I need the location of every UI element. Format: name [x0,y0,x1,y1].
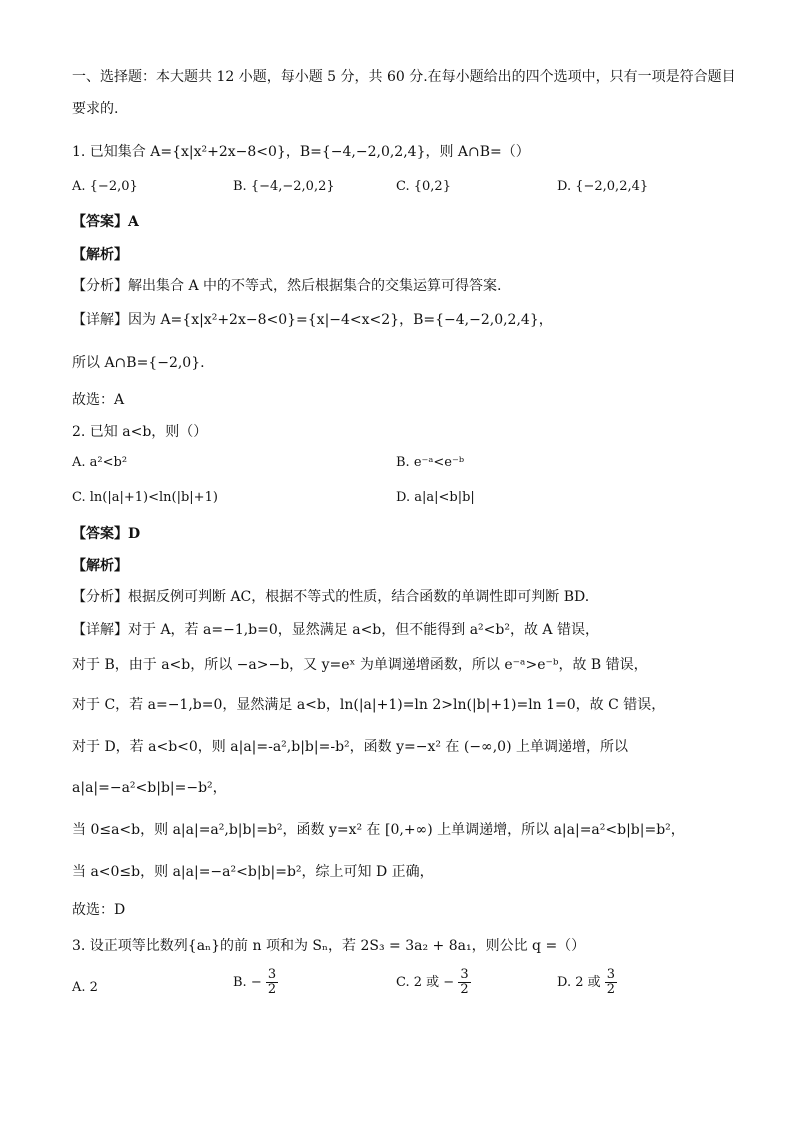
q2-option-d: D. a|a|<b|b| [396,490,475,505]
fraction-numerator: 3 [267,967,277,982]
q2-stem: 2. 已知 a<b，则（） [72,424,208,440]
fraction-denominator: 2 [267,982,277,997]
q3-option-b [233,968,278,997]
q3-option-c-fraction [458,968,470,997]
q1-detail: 【详解】因为 A={x|x²+2x−8<0}={x|−4<x<2}，B={−4,−2,0,2,4}， [72,312,553,328]
q1-option-c: C. {0,2} [396,179,451,194]
q2-option-c: C. ln(|a|+1)<ln(|b|+1) [72,490,218,505]
q2-detail-5: a|a|=−a²<b|b|=−b²， [72,780,227,796]
q3-option-d-prefix: D. 2 或 [557,975,601,990]
q2-choose: 故选：D [72,902,126,918]
q2-detail-3: 对于 C，若 a=−1,b=0，显然满足 a<b，ln(|a|+1)=ln 2>ln(|b|+1)=ln 1=0，故 C 错误， [72,697,666,713]
fraction-denominator: 2 [606,982,616,997]
q1-option-a: A. {−2,0} [72,179,138,194]
fraction-numerator: 3 [606,967,616,982]
q3-stem: 3. 设正项等比数列{aₙ}的前 n 项和为 Sₙ，若 2S₃ = 3a₂ + 8a₁，则公比 q =（） [72,938,586,954]
fraction-denominator: 2 [460,982,469,997]
q2-jiexi-label: 【解析】 [72,558,128,574]
q2-option-a: A. a²<b² [72,455,128,470]
q1-choose: 故选：A [72,392,125,408]
q1-stem: 1. 已知集合 A={x|x²+2x−8<0}，B={−4,−2,0,2,4}，则 A∩B=（） [72,144,530,160]
q2-detail-4: 对于 D，若 a<b<0，则 a|a|=-a²,b|b|=-b²，函数 y=−x² 在 (−∞,0) 上单调递增，所以 [72,739,628,755]
q2-detail-1: 【详解】对于 A，若 a=−1,b=0，显然满足 a<b，但不能得到 a²<b²，故 A 错误， [72,622,599,638]
q3-option-b-prefix: B. − [233,975,262,990]
q3-option-c [396,968,471,997]
q3-option-c-prefix: C. 2 或 − [396,975,455,990]
q2-analysis: 【分析】根据反例可判断 AC，根据不等式的性质，结合函数的单调性即可判断 BD. [72,589,590,605]
q2-detail-6: 当 0≤a<b，则 a|a|=a²,b|b|=b²，函数 y=x² 在 [0,+∞) 上单调递增，所以 a|a|=a²<b|b|=b²， [72,822,685,838]
fraction-numerator: 3 [460,967,469,982]
q1-jiexi-label: 【解析】 [72,247,128,263]
q1-option-d: D. {−2,0,2,4} [557,179,649,194]
q2-detail-2: 对于 B，由于 a<b，所以 −a>−b，又 y=eˣ 为单调递增函数，所以 e⁻ᵃ>e⁻ᵇ，故 B 错误， [72,657,648,673]
q2-detail-7: 当 a<0≤b，则 a|a|=−a²<b|b|=b²，综上可知 D 正确， [72,864,434,880]
q1-conclusion: 所以 A∩B={−2,0}. [72,355,205,371]
q3-option-d-fraction [605,968,617,997]
section-heading-line1: 一、选择题：本大题共 12 小题，每小题 5 分，共 60 分.在每小题给出的四个选项中，只有一项是符合题目 [72,69,736,85]
section-heading-line2: 要求的. [72,101,119,117]
q3-option-b-fraction [266,968,278,997]
q3-option-d [557,968,617,997]
q1-option-b: B. {−4,−2,0,2} [233,179,335,194]
q1-answer: 【答案】A [72,214,139,230]
q3-option-a: A. 2 [72,980,98,995]
q1-analysis: 【分析】解出集合 A 中的不等式，然后根据集合的交集运算可得答案. [72,278,502,294]
q2-option-b: B. e⁻ᵃ<e⁻ᵇ [396,455,465,470]
q2-answer: 【答案】D [72,526,141,542]
